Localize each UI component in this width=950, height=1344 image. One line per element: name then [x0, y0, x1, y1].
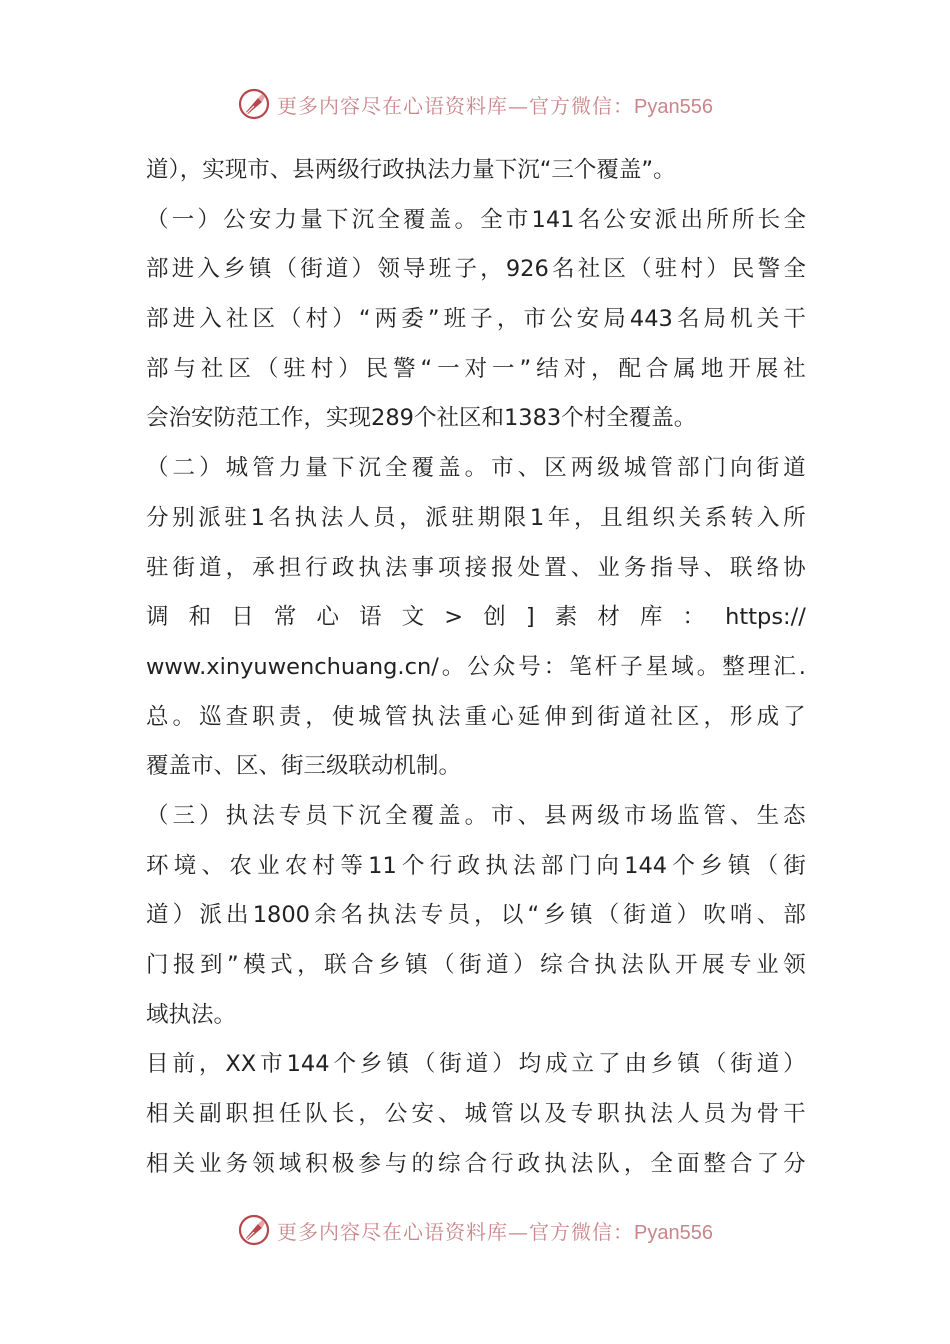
text-line: （ 三 ） 执 法 专 员 下 沉 全 覆 盖 。 市 、 县 两 级 市 场 监 管 、 生 态	[146, 802, 806, 829]
text-line: 道），实现市、县两级行政执法力量下沉“三个覆盖”。	[146, 157, 676, 183]
pen-nib-logo-icon	[237, 87, 271, 121]
text-line: 部 进 入 乡 镇 （ 街 道 ） 领 导 班 子 ， 926 名 社 区 （ 驻 村 ） 民 警 全	[146, 256, 806, 283]
text-line: （ 一 ） 公 安 力 量 下 沉 全 覆 盖 。 全 市 141 名 公 安 派 出 所 所 长 全	[146, 206, 806, 233]
text-line: 会治安防范工作，实现289个社区和1383个村全覆盖。	[146, 405, 697, 432]
text-line: 部 进 入 社 区 （ 村 ） “ 两 委 ” 班 子 ， 市 公 安 局 443 名 局 机 关 干	[146, 306, 806, 333]
text-line: 驻 街 道 ， 承 担 行 政 执 法 事 项 接 报 处 置 、 业 务 指 导 、 联 络 协	[146, 554, 806, 581]
document-body	[146, 146, 806, 1189]
watermark-text: 更多内容尽在心语资料库—官方微信：Pyan556	[277, 93, 713, 118]
text-line: 调 和 日 常 心 语 文 > 创 ] 素 材 库 ： https://	[146, 604, 806, 631]
text-line: 相 关 业 务 领 域 积 极 参 与 的 综 合 行 政 执 法 队 ， 全 面 整 合 了 分	[146, 1150, 806, 1177]
header-watermark	[0, 82, 950, 126]
text-line: 相 关 副 职 担 任 队 长 ， 公 安 、 城 管 以 及 专 职 执 法 人 员 为 骨 干	[146, 1101, 806, 1128]
text-line: 目 前 ， XX 市 144 个 乡 镇 （ 街 道 ） 均 成 立 了 由 乡 镇 （ 街 道 ）	[146, 1051, 806, 1078]
text-line: 门 报 到 ” 模 式 ， 联 合 乡 镇 （ 街 道 ） 综 合 执 法 队 开 展 专 业 领	[146, 952, 806, 978]
pen-nib-logo-icon	[237, 1213, 271, 1247]
footer-watermark	[0, 1208, 950, 1252]
text-line: 道 ） 派 出 1800 余 名 执 法 专 员 ， 以 “ 乡 镇 （ 街 道 ） 吹 哨 、 部	[146, 902, 806, 929]
text-line: 总 。 巡 查 职 责 ， 使 城 管 执 法 重 心 延 伸 到 街 道 社 区 ， 形 成 了	[146, 703, 806, 730]
text-line: （ 二 ） 城 管 力 量 下 沉 全 覆 盖 。 市 、 区 两 级 城 管 部 门 向 街 道	[146, 455, 806, 482]
text-line: 环 境 、 农 业 农 村 等 11 个 行 政 执 法 部 门 向 144 个 乡 镇 （ 街	[146, 852, 806, 879]
text-line: 部 与 社 区 （ 驻 村 ） 民 警 “ 一 对 一 ” 结 对 ， 配 合 属 地 开 展 社	[146, 355, 806, 382]
watermark-text: 更多内容尽在心语资料库—官方微信：Pyan556	[277, 1219, 713, 1244]
text-line: 分 别 派 驻 1 名 执 法 人 员 ， 派 驻 期 限 1 年 ， 且 组 织 关 系 转 入 所	[146, 504, 806, 531]
text-line: 域执法。	[146, 1001, 237, 1028]
text-line: www.xinyuwenchuang.cn/ 。 公 众 号 ： 笔 杆 子 星 域 。 整 理 汇 .	[146, 653, 806, 680]
text-line: 覆盖市、区、街三级联动机制。	[146, 753, 462, 780]
